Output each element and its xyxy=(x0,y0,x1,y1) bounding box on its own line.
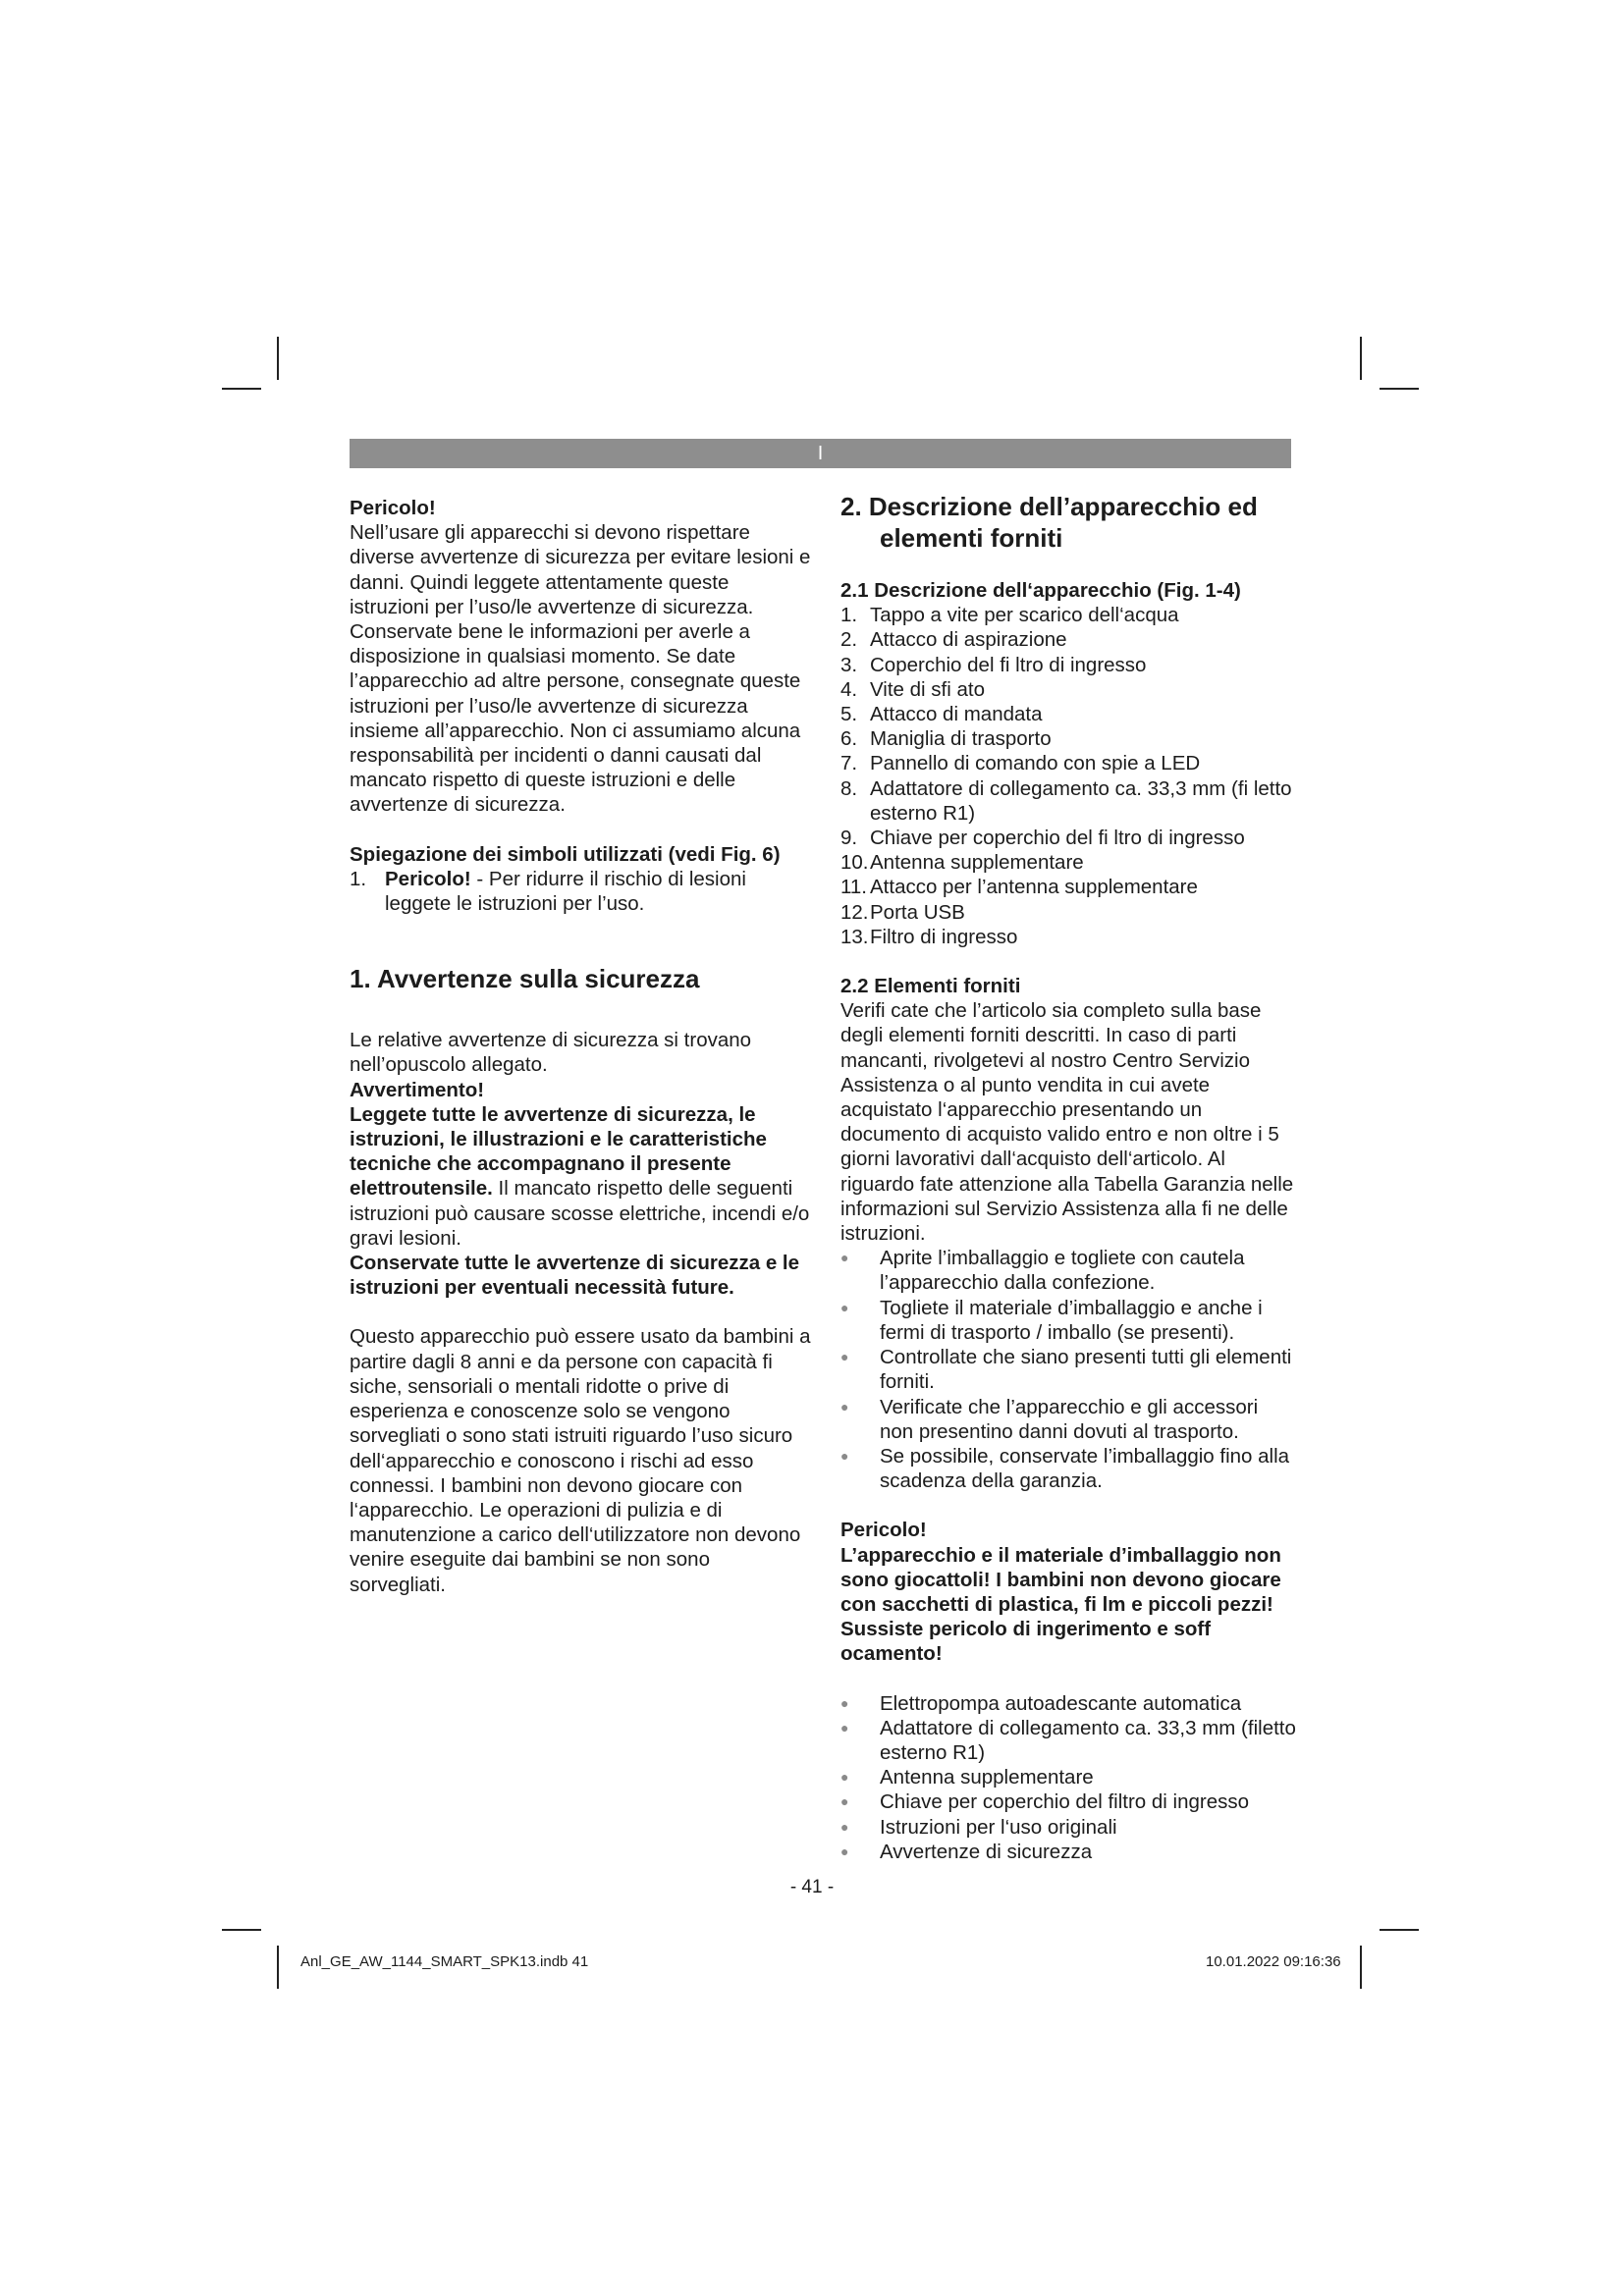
list-item xyxy=(840,702,1296,726)
item-text: Antenna supplementare xyxy=(880,1766,1094,1789)
safety-intro: Le relative avvertenze di sicurezza si trovano nell’opuscolo allegato. xyxy=(350,1029,752,1077)
symbols-list xyxy=(350,867,811,916)
item-text: Vite di sfi ato xyxy=(870,677,985,701)
item-text: Adattatore di collegamento ca. 33,3 mm (fi letto esterno R1) xyxy=(870,776,1292,825)
bullet-icon: ● xyxy=(840,1818,849,1835)
steps-list xyxy=(840,1246,1296,1493)
item-number: 6. xyxy=(840,727,858,751)
list-item xyxy=(840,1444,1296,1493)
item-text: Togliete il materiale d’imballaggio e anche i fermi di trasporto / imballo (se presenti). xyxy=(880,1296,1263,1344)
list-item xyxy=(840,776,1296,826)
symbols-title: Spiegazione dei simboli utilizzati (vedi Fig. 6) xyxy=(350,842,781,866)
danger-text: Nell’usare gli apparecchi si devono rispettare diverse avvertenze di sicurezza per evitare lesioni e danni. Quindi leggete attentamente queste istruzioni per l’uso/le avvertenze di sicurezza. Conservate bene le informazioni per averle a disposizione in qualsiasi momento. Se date l’apparecchio ad altre persone, consegnate queste istruzioni per l’uso/le avvertenze di sicurezza insieme all’apparecchio. Non ci assumiamo alcuna responsabilità per incidenti o danni causati dal mancato rispetto di queste istruzioni e delle avvertenze di sicurezza. xyxy=(350,521,811,817)
section-1-title: 1. Avvertenze sulla sicurezza xyxy=(350,964,700,994)
item-text: Elettropompa autoadescante automatica xyxy=(880,1691,1242,1715)
crop-mark xyxy=(277,337,279,380)
right-column xyxy=(840,491,1296,1864)
item-text: Filtro di ingresso xyxy=(870,925,1018,948)
list-item xyxy=(840,826,1296,850)
subsection-2-2-title: 2.2 Elementi forniti xyxy=(840,975,1021,998)
list-item xyxy=(840,627,1296,652)
item-text: Chiave per coperchio del fi ltro di ingresso xyxy=(870,827,1245,850)
item-number: 10. xyxy=(840,851,869,875)
warning-paragraph xyxy=(350,1102,811,1251)
list-item xyxy=(350,867,811,916)
footer-timestamp: 10.01.2022 09:16:36 xyxy=(1206,1953,1341,1970)
crop-mark xyxy=(1360,337,1362,380)
item-text: Porta USB xyxy=(870,900,965,924)
item-text: Maniglia di trasporto xyxy=(870,727,1052,751)
item-number: 7. xyxy=(840,752,858,775)
item-number: 2. xyxy=(840,628,858,652)
crop-mark xyxy=(1380,1929,1419,1931)
list-item xyxy=(840,1296,1296,1345)
item-text: Attacco di mandata xyxy=(870,703,1043,726)
item-text: Se possibile, conservate l’imballaggio fino alla scadenza della garanzia. xyxy=(880,1444,1290,1493)
item-number: 9. xyxy=(840,827,858,850)
warning-title: Avvertimento! xyxy=(350,1078,485,1101)
list-item xyxy=(840,603,1296,627)
bullet-icon: ● xyxy=(840,1793,849,1810)
danger-warning-bold: L’apparecchio e il materiale d’imballaggio non sono giocattoli! I bambini non devono giocare con sacchetti di plastica, fi lm e piccoli pezzi! Sussiste pericolo di ingerimento e soff ocamento! xyxy=(840,1543,1281,1666)
list-item xyxy=(840,850,1296,875)
list-item xyxy=(840,677,1296,702)
bullet-icon: ● xyxy=(840,1299,849,1315)
crop-mark xyxy=(1360,1946,1362,1989)
crop-mark xyxy=(222,1929,261,1931)
item-text: Istruzioni per l‘uso originali xyxy=(880,1815,1117,1839)
list-item xyxy=(840,1815,1296,1840)
symbol-danger-text: - Per ridurre il rischio di lesioni leggete le istruzioni per l’uso. xyxy=(385,867,746,916)
list-item xyxy=(840,751,1296,775)
list-item xyxy=(840,1345,1296,1394)
language-code: I xyxy=(817,443,824,464)
warning-text: Il mancato rispetto delle seguenti istruzioni può causare scosse elettriche, incendi e/o gravi lesioni. xyxy=(350,1177,810,1250)
children-text: Questo apparecchio può essere usato da bambini a partire dagli 8 anni e da persone con capacità fi siche, sensoriali o mentali ridotte o prive di esperienza e conoscenze solo se vengono sorvegliati o sono stati istruiti riguardo l’uso sicuro dell‘apparecchio e conoscono i rischi ad esso connessi. I bambini non devono giocare con l‘apparecchio. Le operazioni di pulizia e di manutenzione a carico dell‘utilizzatore non devono venire eseguite dai bambini se non sono sorvegliati. xyxy=(350,1325,811,1596)
bullet-icon: ● xyxy=(840,1250,849,1266)
language-header-bar xyxy=(350,439,1291,468)
item-number: 5. xyxy=(840,703,858,726)
item-number: 12. xyxy=(840,900,869,924)
item-text: Attacco di aspirazione xyxy=(870,628,1067,652)
bullet-icon: ● xyxy=(840,1769,849,1786)
list-item xyxy=(840,726,1296,751)
list-item xyxy=(840,1691,1296,1716)
warning-bold: Leggete tutte le avvertenze di sicurezza, le istruzioni, le illustrazioni e le caratteristiche tecniche che accompagnano il presente elettroutensile. xyxy=(350,1102,767,1201)
item-number: 3. xyxy=(840,653,858,676)
crop-mark xyxy=(277,1946,279,1989)
item-number: 13. xyxy=(840,925,869,948)
list-item xyxy=(840,653,1296,677)
item-text: Antenna supplementare xyxy=(870,851,1084,875)
item-text: Adattatore di collegamento ca. 33,3 mm (filetto esterno R1) xyxy=(880,1716,1296,1764)
item-text: Controllate che siano presenti tutti gli elementi forniti. xyxy=(880,1346,1292,1394)
item-text: Pannello di comando con spie a LED xyxy=(870,752,1201,775)
list-item xyxy=(840,1716,1296,1765)
list-item xyxy=(840,1765,1296,1789)
list-item xyxy=(840,1789,1296,1814)
bullet-icon: ● xyxy=(840,1398,849,1415)
item-text: Verificate che l’apparecchio e gli accessori non presentino danni dovuti al trasporto. xyxy=(880,1395,1259,1443)
item-text: Attacco per l’antenna supplementare xyxy=(870,876,1198,899)
scope-list xyxy=(840,1691,1296,1864)
list-item xyxy=(840,1395,1296,1444)
item-text: Aprite l’imballaggio e togliete con cautela l’apparecchio dalla confezione. xyxy=(880,1247,1245,1295)
page-number: - 41 - xyxy=(789,1877,835,1897)
item-text: Coperchio del fi ltro di ingresso xyxy=(870,653,1147,676)
list-item xyxy=(840,1840,1296,1864)
section-2-title: 2. Descrizione dell’apparecchio ed elementi forniti xyxy=(840,492,1258,553)
symbol-danger-label: Pericolo! xyxy=(385,867,471,890)
item-number: 1. xyxy=(840,604,858,627)
item-number: 11. xyxy=(840,876,867,899)
footer-file: Anl_GE_AW_1144_SMART_SPK13.indb 41 xyxy=(300,1953,589,1970)
bullet-icon: ● xyxy=(840,1349,849,1365)
keep-instructions: Conservate tutte le avvertenze di sicurezza e le istruzioni per eventuali necessità future. xyxy=(350,1252,800,1300)
item-number: 8. xyxy=(840,776,858,800)
danger-title-2: Pericolo! xyxy=(840,1519,927,1542)
item-text: Chiave per coperchio del filtro di ingresso xyxy=(880,1790,1250,1814)
list-item xyxy=(840,875,1296,899)
crop-mark xyxy=(222,388,261,390)
item-number: 4. xyxy=(840,677,858,701)
crop-mark xyxy=(1380,388,1419,390)
subsection-2-1-title: 2.1 Descrizione dell‘apparecchio (Fig. 1-4) xyxy=(840,579,1241,602)
item-text: Avvertenze di sicurezza xyxy=(880,1840,1093,1863)
left-column xyxy=(350,496,811,1597)
bullet-icon: ● xyxy=(840,1447,849,1464)
item-number: 1. xyxy=(350,867,367,890)
parts-list xyxy=(840,603,1296,949)
bullet-icon: ● xyxy=(840,1694,849,1711)
delivery-text: Verifi cate che l’articolo sia completo sulla base degli elementi forniti descritti. In caso di parti mancanti, rivolgetevi al nostro Centro Servizio Assistenza o al punto vendita in cui avete acquistato l‘apparecchio presentando un documento di acquisto valido entro e non oltre i 5 giorni lavorativi dall‘acquisto dell‘articolo. Al riguardo fate attenzione alla Tabella Garanzia nelle informazioni sul Servizio Assistenza alla fi ne delle istruzioni. xyxy=(840,999,1294,1246)
bullet-icon: ● xyxy=(840,1719,849,1735)
list-item xyxy=(840,925,1296,949)
item-text: Tappo a vite per scarico dell‘acqua xyxy=(870,604,1179,627)
list-item xyxy=(840,900,1296,925)
danger-title: Pericolo! xyxy=(350,497,436,519)
list-item xyxy=(840,1246,1296,1295)
bullet-icon: ● xyxy=(840,1842,849,1859)
